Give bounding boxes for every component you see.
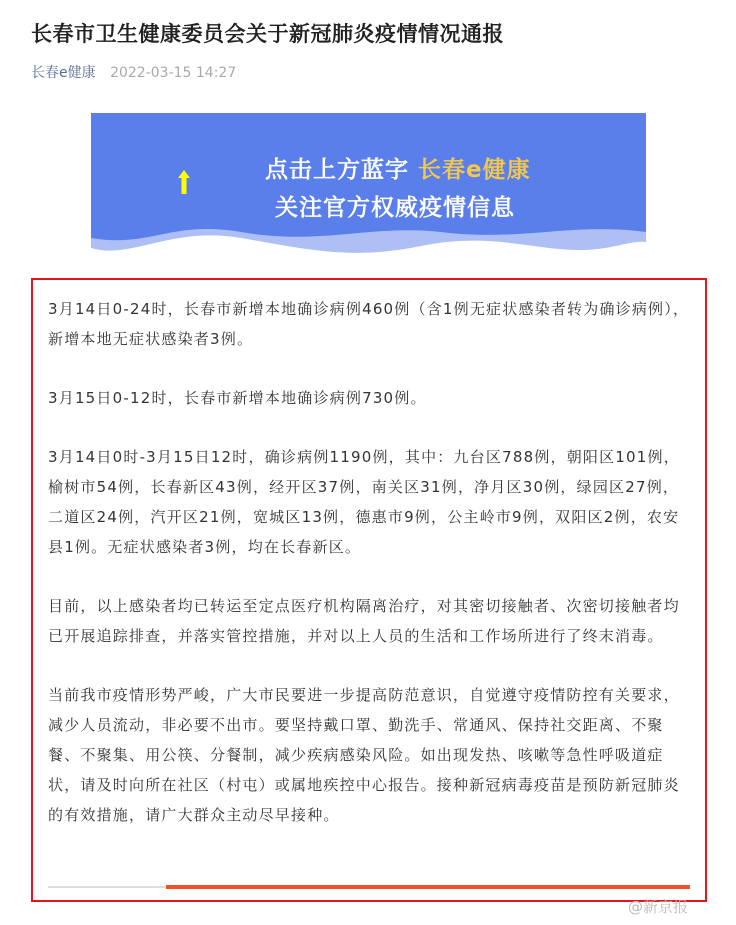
- banner-account-name: 长春e健康: [418, 157, 531, 183]
- paragraph-new-cases-14: 3月14日0-24时，长春市新增本地确诊病例460例（含1例无症状感染者转为确诊病例），新增本地无症状感染者3例。: [48, 300, 690, 348]
- divider-red: [166, 885, 690, 889]
- banner-line-1: [265, 151, 531, 184]
- article-body: [48, 294, 694, 859]
- publish-time: 2022-03-15 14:27: [110, 65, 237, 81]
- banner-line-2: 关注官方权威疫情信息: [275, 195, 515, 221]
- banner-prefix: 点击上方蓝字: [265, 157, 419, 183]
- paragraph-public-advice: 当前我市疫情形势严峻，广大市民要进一步提高防范意识，自觉遵守疫情防控有关要求，减少人员流动，非必要不出市。要坚持戴口罩、勤洗手、常通风、保持社交距离、不聚餐、不聚集、用公筷、分餐制，减少疾病感染风险。如出现发热、咳嗽等急性呼吸道症状，请及时向所在社区（村屯）或属地疾控中心报告。接种新冠病毒疫苗是预防新冠肺炎的有效措施，请广大群众主动尽早接种。: [48, 686, 680, 824]
- source-account-link[interactable]: 长春e健康: [31, 65, 96, 81]
- arrow-up-icon: [178, 170, 190, 194]
- weibo-watermark: @新京报: [628, 898, 689, 916]
- article-title: 长春市卫生健康委员会关于新冠肺炎疫情情况通报: [31, 22, 504, 46]
- paragraph-district-breakdown: 3月14日0时-3月15日12时，确诊病例1190例，其中：九台区788例，朝阳区101例，榆树市54例，长春新区43例，经开区37例，南关区31例，净月区30例，绿园区27例，二道区24例，汽开区21例，宽城区13例，德惠市9例，公主岭市9例，双阳区2例，农安县1例。无症状感染者3例，均在长春新区。: [48, 448, 680, 556]
- highlighted-content-box: [31, 278, 707, 902]
- divider-gray: [48, 886, 166, 888]
- article-meta: [31, 62, 236, 82]
- wave-decoration: [91, 220, 646, 260]
- paragraph-new-cases-15: 3月15日0-12时，长春市新增本地确诊病例730例。: [48, 389, 427, 407]
- paragraph-measures: 目前，以上感染者均已转运至定点医疗机构隔离治疗，对其密切接触者、次密切接触者均已开展追踪排查，并落实管控措施，并对以上人员的生活和工作场所进行了终末消毒。: [48, 597, 680, 645]
- follow-banner[interactable]: [91, 113, 646, 260]
